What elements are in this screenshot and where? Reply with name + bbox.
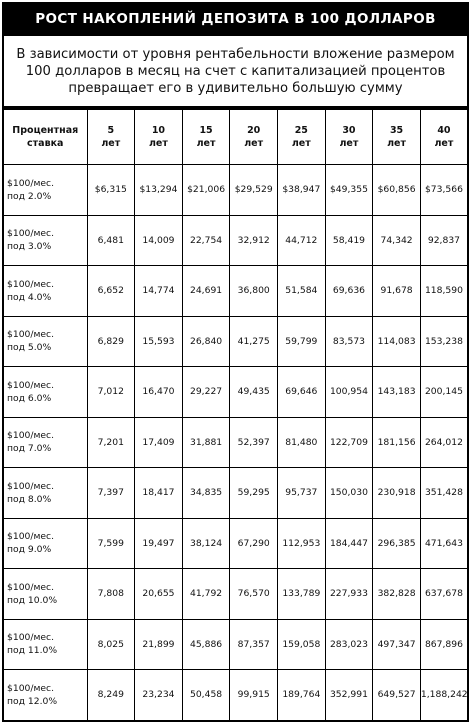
table-row <box>3 518 468 569</box>
value-cell: 352,991 <box>325 670 373 721</box>
value-cell: 227,933 <box>325 569 373 620</box>
value-cell: 99,915 <box>230 670 278 721</box>
value-cell: 122,709 <box>325 417 373 468</box>
value-cell: 76,570 <box>230 569 278 620</box>
value-cell: $49,355 <box>325 165 373 216</box>
value-cell: 83,573 <box>325 316 373 367</box>
value-cell: 118,590 <box>420 266 468 317</box>
value-cell: 49,435 <box>230 367 278 418</box>
value-cell: 92,837 <box>420 215 468 266</box>
value-cell: 26,840 <box>182 316 230 367</box>
header-years-15: 15 лет <box>182 109 230 165</box>
value-cell: 87,357 <box>230 619 278 670</box>
header-years-30: 30 лет <box>325 109 373 165</box>
header-years-10: 10 лет <box>135 109 183 165</box>
value-cell: 45,886 <box>182 619 230 670</box>
value-cell: 8,025 <box>87 619 135 670</box>
value-cell: 200,145 <box>420 367 468 418</box>
table-row <box>3 468 468 519</box>
table-row <box>3 215 468 266</box>
value-cell: $13,294 <box>135 165 183 216</box>
value-cell: 143,183 <box>373 367 421 418</box>
value-cell: $73,566 <box>420 165 468 216</box>
table-body <box>3 165 468 721</box>
rate-label-cell: $100/мес. под 3.0% <box>3 215 87 266</box>
table-row <box>3 619 468 670</box>
table-row <box>3 670 468 721</box>
rate-label-cell: $100/мес. под 7.0% <box>3 417 87 468</box>
value-cell: $29,529 <box>230 165 278 216</box>
value-cell: 351,428 <box>420 468 468 519</box>
subtitle-line: 100 долларов в месяц на счет с капитализацией процентов <box>25 63 446 79</box>
table-row <box>3 569 468 620</box>
value-cell: 230,918 <box>373 468 421 519</box>
value-cell: 58,419 <box>325 215 373 266</box>
value-cell: 81,480 <box>278 417 326 468</box>
header-years-25: 25 лет <box>278 109 326 165</box>
table-row <box>3 367 468 418</box>
value-cell: 29,227 <box>182 367 230 418</box>
value-cell: 50,458 <box>182 670 230 721</box>
rate-label-cell: $100/мес. под 2.0% <box>3 165 87 216</box>
value-cell: 14,774 <box>135 266 183 317</box>
value-cell: 184,447 <box>325 518 373 569</box>
value-cell: 181,156 <box>373 417 421 468</box>
value-cell: 36,800 <box>230 266 278 317</box>
value-cell: 23,234 <box>135 670 183 721</box>
rate-label-cell: $100/мес. под 12.0% <box>3 670 87 721</box>
value-cell: 69,646 <box>278 367 326 418</box>
value-cell: $6,315 <box>87 165 135 216</box>
value-cell: 1,188,242 <box>420 670 468 721</box>
value-cell: 17,409 <box>135 417 183 468</box>
value-cell: 34,835 <box>182 468 230 519</box>
value-cell: 44,712 <box>278 215 326 266</box>
value-cell: 52,397 <box>230 417 278 468</box>
deposit-growth-document <box>2 2 469 722</box>
rate-label-cell: $100/мес. под 4.0% <box>3 266 87 317</box>
value-cell: 100,954 <box>325 367 373 418</box>
title-text: РОСТ НАКОПЛЕНИЙ ДЕПОЗИТА В 100 ДОЛЛАРОВ <box>35 11 436 27</box>
value-cell: 22,754 <box>182 215 230 266</box>
value-cell: 867,896 <box>420 619 468 670</box>
value-cell: 31,881 <box>182 417 230 468</box>
value-cell: 649,527 <box>373 670 421 721</box>
value-cell: 18,417 <box>135 468 183 519</box>
subtitle-text <box>16 46 454 97</box>
header-years-35: 35 лет <box>373 109 421 165</box>
value-cell: 7,397 <box>87 468 135 519</box>
rate-label-cell: $100/мес. под 11.0% <box>3 619 87 670</box>
value-cell: 21,899 <box>135 619 183 670</box>
header-years-20: 20 лет <box>230 109 278 165</box>
value-cell: $21,006 <box>182 165 230 216</box>
value-cell: 59,295 <box>230 468 278 519</box>
value-cell: 24,691 <box>182 266 230 317</box>
header-years-5: 5 лет <box>87 109 135 165</box>
value-cell: 382,828 <box>373 569 421 620</box>
value-cell: 7,012 <box>87 367 135 418</box>
value-cell: 471,643 <box>420 518 468 569</box>
value-cell: 6,829 <box>87 316 135 367</box>
value-cell: 6,481 <box>87 215 135 266</box>
rate-label-cell: $100/мес. под 6.0% <box>3 367 87 418</box>
value-cell: 32,912 <box>230 215 278 266</box>
value-cell: 59,799 <box>278 316 326 367</box>
value-cell: 637,678 <box>420 569 468 620</box>
value-cell: 74,342 <box>373 215 421 266</box>
value-cell: 51,584 <box>278 266 326 317</box>
table-row <box>3 165 468 216</box>
page-title <box>2 2 469 36</box>
value-cell: 189,764 <box>278 670 326 721</box>
value-cell: 41,275 <box>230 316 278 367</box>
table-row <box>3 266 468 317</box>
header-years-40: 40 лет <box>420 109 468 165</box>
value-cell: $38,947 <box>278 165 326 216</box>
value-cell: 497,347 <box>373 619 421 670</box>
rate-label-cell: $100/мес. под 10.0% <box>3 569 87 620</box>
subtitle-box <box>2 36 469 108</box>
value-cell: 159,058 <box>278 619 326 670</box>
value-cell: 283,023 <box>325 619 373 670</box>
value-cell: 112,953 <box>278 518 326 569</box>
value-cell: 91,678 <box>373 266 421 317</box>
rate-label-cell: $100/мес. под 9.0% <box>3 518 87 569</box>
table-row <box>3 417 468 468</box>
rate-label-cell: $100/мес. под 5.0% <box>3 316 87 367</box>
value-cell: 41,792 <box>182 569 230 620</box>
value-cell: 150,030 <box>325 468 373 519</box>
value-cell: 38,124 <box>182 518 230 569</box>
value-cell: 296,385 <box>373 518 421 569</box>
value-cell: 7,808 <box>87 569 135 620</box>
value-cell: 153,238 <box>420 316 468 367</box>
value-cell: 16,470 <box>135 367 183 418</box>
value-cell: 8,249 <box>87 670 135 721</box>
table-header-row <box>3 109 468 165</box>
value-cell: 67,290 <box>230 518 278 569</box>
value-cell: 6,652 <box>87 266 135 317</box>
value-cell: 7,201 <box>87 417 135 468</box>
deposit-table <box>2 108 469 722</box>
value-cell: 69,636 <box>325 266 373 317</box>
value-cell: 14,009 <box>135 215 183 266</box>
value-cell: 20,655 <box>135 569 183 620</box>
value-cell: 15,593 <box>135 316 183 367</box>
rate-label-cell: $100/мес. под 8.0% <box>3 468 87 519</box>
value-cell: 95,737 <box>278 468 326 519</box>
value-cell: 19,497 <box>135 518 183 569</box>
table-row <box>3 316 468 367</box>
value-cell: 264,012 <box>420 417 468 468</box>
subtitle-line: превращает его в удивительно большую сумму <box>68 80 403 96</box>
value-cell: 133,789 <box>278 569 326 620</box>
value-cell: 114,083 <box>373 316 421 367</box>
header-rate-cell: Процентная ставка <box>3 109 87 165</box>
value-cell: 7,599 <box>87 518 135 569</box>
value-cell: $60,856 <box>373 165 421 216</box>
subtitle-line: В зависимости от уровня рентабельности вложение размером <box>16 46 455 62</box>
